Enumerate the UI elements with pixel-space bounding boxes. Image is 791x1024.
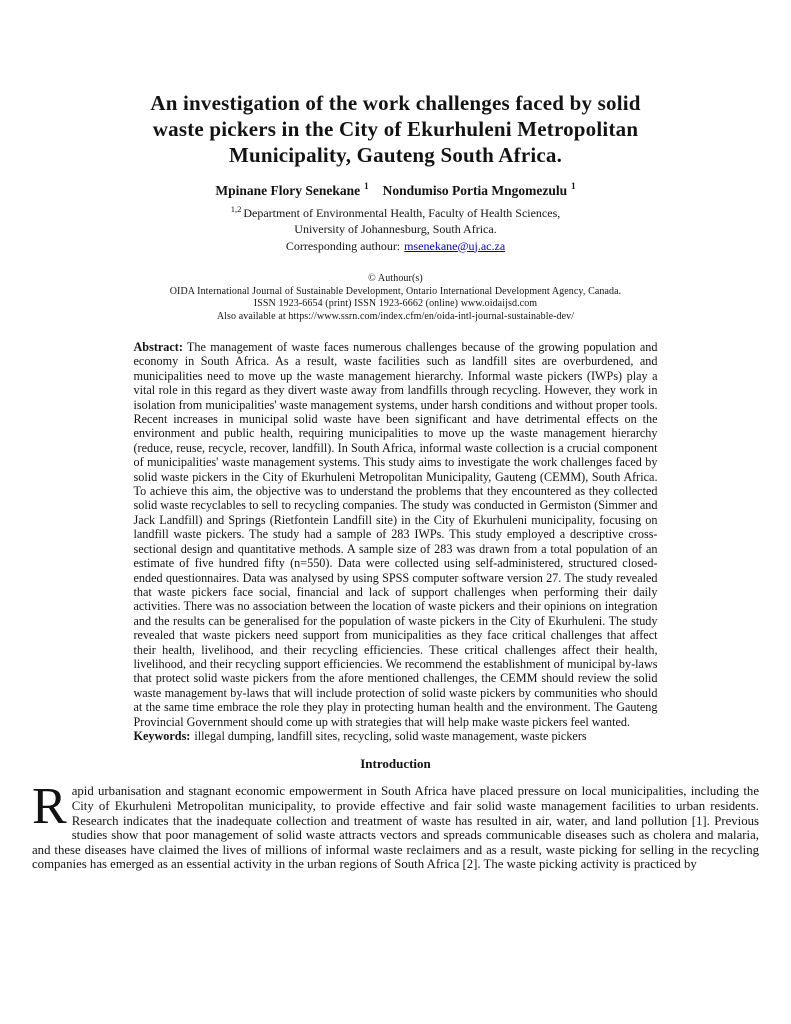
introduction-text: apid urbanisation and stagnant economic empowerment in South Africa have placed pressure on local municipalities, including the City of Ekurhuleni Metropolitan municipality, to provide effective and fair solid waste management facilities to urban residents. Research indicates that the inadequate collection and treatment of waste has resulted in air, water, and land pollution [1]. Previous studies show that poor management of solid waste attracts vectors and spreads communicable diseases such as cholera and malaria, and these diseases have claimed the lives of millions of informal waste reclaimers and as a result, waste picking for selling in the recycling companies has emerged as an essential activity in the urban regions of South Africa [2]. The waste picking activity is practiced by	[32, 784, 759, 872]
abstract-section	[134, 340, 658, 743]
affiliation-block	[0, 201, 791, 255]
introduction-heading: Introduction	[360, 756, 431, 772]
affiliation-department: $^{1,2}$ Department of Environmental Health, Faculty of Health Sciences,	[230, 203, 561, 220]
corresponding-author-email-link[interactable]: msenekane@uj.ac.za	[404, 238, 506, 253]
dropcap-letter: R	[32, 778, 67, 836]
corresponding-author-label: Corresponding authour:	[285, 238, 401, 253]
author-1	[215, 183, 368, 198]
keywords-label: Keywords:	[133, 728, 191, 743]
availability-line: Also available at https://www.ssrn.com/index.cfm/en/oida-intl-journal-sustainable-dev/	[216, 310, 575, 322]
authors-line	[0, 181, 791, 199]
copyright-line: © Authour(s)	[368, 273, 423, 284]
abstract-label: Abstract:	[133, 340, 183, 354]
keywords-text: illegal dumping, landfill sites, recycling, solid waste management, waste pickers	[194, 728, 587, 743]
affiliation-university: University of Johannesburg, South Africa.	[294, 222, 497, 236]
introduction-section	[32, 778, 759, 872]
title-line-2: waste pickers in the City of Ekurhuleni Metropolitan	[152, 117, 639, 141]
title-line-1: An investigation of the work challenges faced by solid	[150, 91, 641, 115]
author-2-affiliation-marker: 1	[571, 181, 576, 191]
corresponding-author-line	[0, 238, 791, 255]
affiliation-marker: 1,2	[230, 203, 242, 214]
author-1-affiliation-marker: 1	[364, 181, 369, 191]
journal-name-line: OIDA International Journal of Sustainable Development, Ontario International Development Agency, Canada.	[169, 285, 622, 297]
introduction-paragraph	[32, 778, 759, 872]
issn-line: ISSN 1923-6654 (print) ISSN 1923-6662 (online) www.oidaijsd.com	[253, 298, 538, 309]
keywords-line	[134, 729, 658, 743]
author-2	[383, 183, 576, 198]
abstract-text: The management of waste faces numerous challenges because of the growing population and economy in South Africa. As a result, waste facilities such as landfill sites are overburdened, and municipalities need to move up the waste management hierarchy. Informal waste pickers (IWPs) play a vital role in this regard as they divert waste away from landfills through recycling. However, they work in isolation from municipalities' waste management systems, under harsh conditions and without proper tools. Recent increases in municipal solid waste have been significant and have detrimental effects on the environment and public health, requiring municipalities to move up the waste management hierarchy (reduce, reuse, recycle, recover, landfill). In South Africa, informal waste collection is a crucial component of municipalities' waste management systems. This study aims to investigate the work challenges faced by solid waste pickers in the City of Ekurhuleni Metropolitan Municipality, Gauteng (CEMM), South Africa. To achieve this aim, the objective was to understand the problems that they encountered as they collected solid waste recyclables to sell to recycling companies. The study was conducted in Germiston (Simmer and Jack Landfill) and Springs (Rietfontein Landfill site) in the City of Ekurhuleni municipality, focusing on landfill waste pickers. The study had a sample of 283 IWPs. This study employed a descriptive cross- sectional design and quantitative methods. A sample size of 283 was drawn from a total population of an estimate of five hundred fifty (n=550). Data were collected using self-administered, structured closed-ended questionnaires. Data was analysed by using SPSS computer software version 27. The study revealed that waste pickers face social, financial and lack of support challenges when performing their daily activities. There was no association between the location of waste pickers and their opinions on integration and the results can be generalised for the population of waste pickers in the City of Ekurhuleni. The study revealed that waste pickers need support from municipalities as they face critical challenges that affect their health, livelihood, and their recycling efficiencies. These critical challenges affect their health, livelihood, and their recycling support efficiencies. We recommend the establishment of municipal by-laws that protect solid waste pickers from the afore mentioned challenges, the CEMM should review the solid waste management by-laws that will include protection of solid waste pickers by communities who should at the same time embrace the role they play in protecting human health and the environment. The Gauteng Provincial Government should come up with strategies that will help make waste pickers feel wanted.	[133, 340, 658, 729]
abstract-paragraph	[134, 340, 658, 729]
author-1-name: Mpinane Flory Senekane	[215, 182, 361, 198]
title-line-3: Municipality, Gauteng South Africa.	[228, 143, 563, 167]
publisher-block	[0, 273, 791, 323]
paper-title	[76, 90, 716, 168]
author-2-name: Nondumiso Portia Mngomezulu	[382, 182, 568, 198]
